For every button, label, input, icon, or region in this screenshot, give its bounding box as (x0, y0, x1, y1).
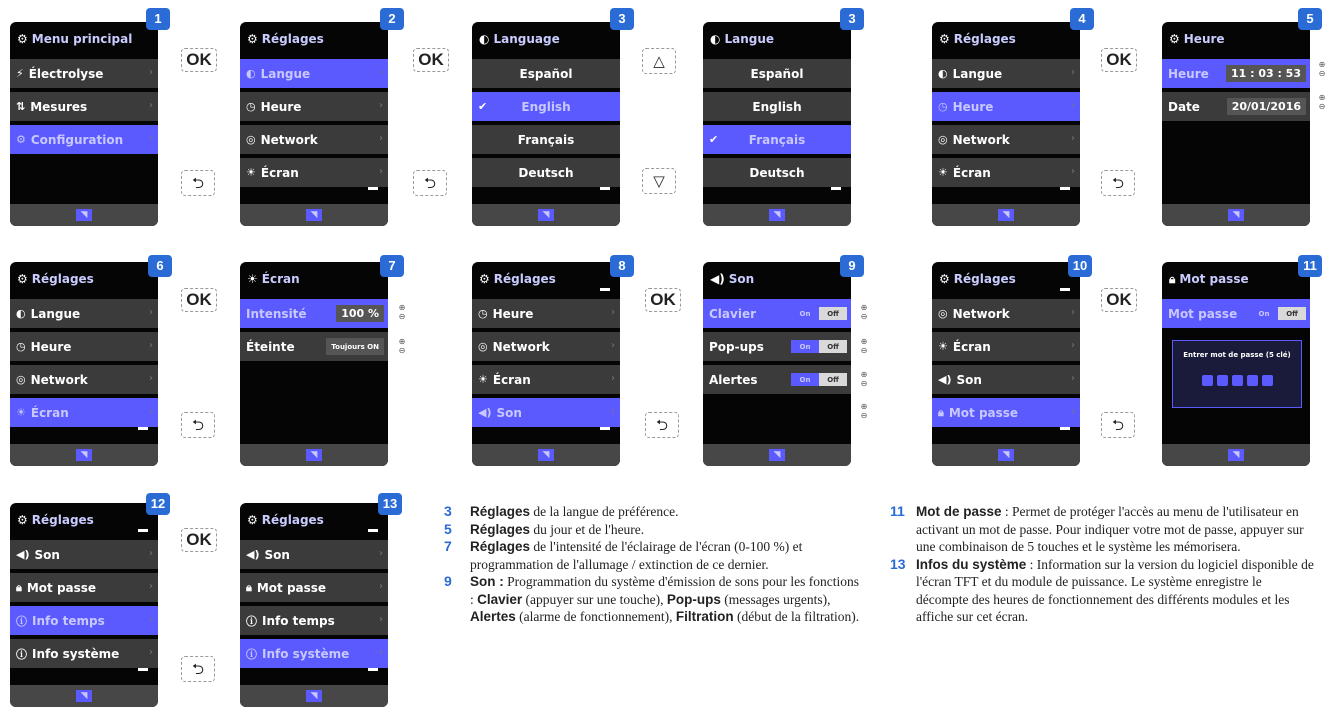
info-icon: ⓘ (16, 647, 27, 661)
chevron-right-icon: › (611, 340, 615, 351)
step-badge: 9 (840, 255, 864, 277)
scroll-down-indicator (831, 187, 841, 190)
speaker-icon: ◀) (246, 548, 260, 561)
screen-header (240, 22, 388, 56)
back-button[interactable]: ⮌ (181, 170, 215, 196)
screen-9-son (703, 262, 851, 466)
password-key-slot[interactable] (1202, 375, 1213, 386)
lock-icon: 🔒︎ (246, 580, 252, 594)
screen-title: Menu principal (31, 32, 133, 46)
chevron-right-icon: › (149, 133, 153, 144)
language-icon: ◐ (710, 32, 721, 46)
menu-item-heure[interactable]: ◷ Heure › (472, 299, 620, 328)
chevron-right-icon: › (379, 647, 383, 658)
password-toggle-row[interactable]: Mot passe On Off (1162, 299, 1310, 328)
scroll-up-indicator (1060, 288, 1070, 291)
wifi-icon: ◥ (769, 449, 785, 461)
wifi-icon: ◥ (306, 209, 322, 221)
ok-button[interactable]: OK (645, 288, 681, 312)
network-icon: ◎ (938, 307, 948, 320)
ok-button[interactable]: OK (413, 48, 449, 72)
menu-item-son[interactable]: ◀) Son › (10, 540, 158, 569)
wifi-icon: ◥ (538, 209, 554, 221)
chevron-right-icon: › (1071, 406, 1075, 417)
password-key-slot[interactable] (1262, 375, 1273, 386)
screen-4-reglages (932, 22, 1080, 226)
step-badge: 2 (380, 8, 404, 30)
chevron-right-icon: › (1071, 340, 1075, 351)
chevron-right-icon: › (1071, 166, 1075, 177)
scroll-down-indicator (138, 668, 148, 671)
scroll-down-indicator (1060, 187, 1070, 190)
legend-left (444, 503, 864, 626)
menu-item-info-systeme[interactable]: ⓘ Info système › (10, 639, 158, 668)
screen-title: Langue (724, 32, 775, 46)
language-option-english[interactable]: ✔ English (472, 92, 620, 121)
legend-item-5: 5 Réglages du jour et de l'heure. (444, 520, 645, 537)
sound-row-clavier[interactable]: Clavier On Off (703, 299, 851, 328)
chevron-right-icon: › (149, 373, 153, 384)
menu-item-network[interactable]: ◎ Network › (932, 125, 1080, 154)
screen-footer (1162, 444, 1310, 466)
back-button[interactable]: ⮌ (645, 412, 679, 438)
chevron-right-icon: › (611, 406, 615, 417)
screen-footer (10, 204, 158, 226)
settings-icon: ⚙ (247, 513, 258, 527)
menu-item-langue[interactable]: ◐ Langue › (932, 59, 1080, 88)
wifi-icon: ◥ (1228, 209, 1244, 221)
back-button[interactable]: ⮌ (181, 656, 215, 682)
on-off-toggle[interactable]: On Off (1250, 307, 1306, 320)
plus-minus-icon[interactable]: ⊕ ⊖ (860, 303, 868, 321)
menu-item-info-temps[interactable]: ⓘ Info temps › (10, 606, 158, 635)
scroll-up-indicator (138, 529, 148, 532)
menu-item-heure[interactable]: ◷ Heure › (932, 92, 1080, 121)
clock-icon: ◷ (16, 340, 26, 353)
step-badge: 6 (148, 255, 172, 277)
screen-header (703, 22, 851, 56)
screen-8-reglages (472, 262, 620, 466)
ok-button[interactable]: OK (181, 528, 217, 552)
info-icon: ⓘ (246, 647, 257, 661)
plus-minus-icon[interactable]: ⊕ ⊖ (860, 402, 868, 420)
screen-3-language-en (472, 22, 620, 226)
screen-footer (703, 204, 851, 226)
language-option-francais[interactable]: ✔ Français (703, 125, 851, 154)
menu-item-electrolyse[interactable]: ⚡ Électrolyse › (10, 59, 158, 88)
ok-button[interactable]: OK (181, 48, 217, 72)
checkmark-icon: ✔ (709, 133, 719, 146)
clock-icon: ◷ (478, 307, 488, 320)
screen-10-reglages (932, 262, 1080, 466)
time-row[interactable]: Heure 11 : 03 : 53 (1162, 59, 1310, 88)
scroll-down-indicator (138, 427, 148, 430)
language-option-espanol[interactable]: Español (703, 59, 851, 88)
screen-header (472, 262, 620, 296)
chevron-right-icon: › (149, 548, 153, 559)
plus-minus-icon[interactable]: ⊕ ⊖ (860, 370, 868, 388)
wifi-icon: ◥ (76, 690, 92, 702)
network-icon: ◎ (478, 340, 488, 353)
screen-footer (472, 204, 620, 226)
screen-header (10, 22, 158, 56)
wifi-icon: ◥ (1228, 449, 1244, 461)
screen-footer (472, 444, 620, 466)
info-icon: ⓘ (16, 614, 27, 628)
screen-title: Réglages (261, 32, 324, 46)
clock-icon: ◷ (938, 100, 948, 113)
password-key-slot[interactable] (1217, 375, 1228, 386)
legend-item-13: 13 Infos du système : Information sur la version du logiciel disponible de l'écran TFT et du module de puissance. Le système enregistre le décompte des heures de fonctionnement des différents modules et les affiche sur cet écran. (890, 555, 1314, 624)
step-badge: 3 (840, 8, 864, 30)
clock-icon: ◷ (246, 100, 256, 113)
brightness-icon: ☀ (246, 166, 256, 179)
language-option-espanol[interactable]: Español (472, 59, 620, 88)
menu-item-mot-passe[interactable]: 🔒︎ Mot passe › (932, 398, 1080, 427)
measures-icon: ⇅ (16, 100, 26, 113)
menu-item-ecran[interactable]: ☀ Écran › (472, 365, 620, 394)
step-badge: 10 (1068, 255, 1092, 277)
screen-12-reglages (10, 503, 158, 707)
checkmark-icon: ✔ (478, 100, 488, 113)
settings-icon: ⚙ (1169, 32, 1180, 46)
lock-icon: 🔒︎ (1169, 271, 1176, 286)
plus-minus-icon[interactable]: ⊕ ⊖ (1318, 93, 1326, 111)
step-badge: 8 (610, 255, 634, 277)
menu-item-network[interactable]: ◎ Network › (240, 125, 388, 154)
menu-item-mot-passe[interactable]: 🔒︎ Mot passe › (10, 573, 158, 602)
legend-item-9: 9 Son : Programmation du système d'émission de sons pour les fonctions : Clavier (appuyer sur une touche), Pop-ups (messages urgents), Alertes (alarme de fonctionnement), Filtration (début de la filtration). (444, 573, 860, 624)
menu-item-ecran[interactable]: ☀ Écran › (932, 158, 1080, 187)
screen-title: Réglages (261, 513, 324, 527)
scroll-up-indicator (368, 529, 378, 532)
menu-item-info-temps[interactable]: ⓘ Info temps › (240, 606, 388, 635)
screen-title: Réglages (953, 32, 1016, 46)
off-timer-value[interactable]: Toujours ON (326, 338, 384, 355)
menu-item-mesures[interactable]: ⇅ Mesures › (10, 92, 158, 121)
screen-title: Language (493, 32, 560, 46)
ok-button[interactable]: OK (1101, 48, 1137, 72)
screen-2-reglages (240, 22, 388, 226)
settings-icon: ⚙ (939, 272, 950, 286)
settings-icon: ⚙ (939, 32, 950, 46)
step-badge: 11 (1298, 255, 1322, 277)
legend-item-3: 3 Réglages de la langue de préférence. (444, 503, 679, 519)
plus-minus-icon[interactable]: ⊕ ⊖ (398, 303, 406, 321)
chevron-right-icon: › (149, 340, 153, 351)
screen-title: Heure (1183, 32, 1225, 46)
menu-item-son[interactable]: ◀) Son › (932, 365, 1080, 394)
chevron-right-icon: › (1071, 133, 1075, 144)
chevron-right-icon: › (149, 614, 153, 625)
plus-minus-icon[interactable]: ⊕ ⊖ (398, 337, 406, 355)
intensity-row[interactable]: Intensité 100 % (240, 299, 388, 328)
settings-icon: ⚙ (17, 32, 28, 46)
chevron-right-icon: › (1071, 307, 1075, 318)
menu-item-ecran[interactable]: ☀ Écran › (932, 332, 1080, 361)
screen-header (1162, 22, 1310, 56)
chevron-right-icon: › (379, 548, 383, 559)
password-key-slot[interactable] (1232, 375, 1243, 386)
settings-icon: ⚙ (479, 272, 490, 286)
menu-item-configuration[interactable]: ⚙ Configuration › (10, 125, 158, 154)
screen-6-reglages (10, 262, 158, 466)
speaker-icon: ◀) (16, 548, 30, 561)
language-icon: ◐ (16, 307, 26, 320)
chevron-right-icon: › (149, 307, 153, 318)
screen-11-mot-passe (1162, 262, 1310, 466)
menu-item-son[interactable]: ◀) Son › (240, 540, 388, 569)
lock-icon: 🔒︎ (938, 405, 944, 419)
chevron-right-icon: › (149, 647, 153, 658)
screen-footer (703, 444, 851, 466)
language-option-deutsch[interactable]: Deutsch (703, 158, 851, 187)
menu-item-langue[interactable]: ◐ Langue › (240, 59, 388, 88)
intensity-value[interactable]: 100 % (336, 305, 384, 322)
menu-item-heure[interactable]: ◷ Heure › (10, 332, 158, 361)
back-button[interactable]: ⮌ (1101, 412, 1135, 438)
settings-icon: ⚙ (16, 133, 26, 146)
wifi-icon: ◥ (76, 449, 92, 461)
legend-right (890, 503, 1315, 626)
scroll-down-indicator (1060, 427, 1070, 430)
settings-icon: ⚙ (17, 513, 28, 527)
screen-title: Écran (261, 272, 300, 286)
wifi-icon: ◥ (998, 209, 1014, 221)
network-icon: ◎ (16, 373, 26, 386)
screen-header (10, 503, 158, 537)
menu-item-heure[interactable]: ◷ Heure › (240, 92, 388, 121)
scroll-down-indicator (368, 668, 378, 671)
password-prompt: Entrer mot de passe (5 clé) (1183, 351, 1291, 359)
screen-13-reglages (240, 503, 388, 707)
screen-title: Réglages (493, 272, 556, 286)
menu-item-langue[interactable]: ◐ Langue › (10, 299, 158, 328)
on-off-toggle[interactable]: On Off (791, 373, 847, 386)
step-badge: 7 (380, 255, 404, 277)
lock-icon: 🔒︎ (16, 580, 22, 594)
sound-row-popups[interactable]: Pop-ups On Off (703, 332, 851, 361)
settings-icon: ⚙ (17, 272, 28, 286)
screen-footer (10, 444, 158, 466)
plus-minus-icon[interactable]: ⊕ ⊖ (860, 337, 868, 355)
language-option-deutsch[interactable]: Deutsch (472, 158, 620, 187)
settings-icon: ⚙ (247, 32, 258, 46)
password-key-slot[interactable] (1247, 375, 1258, 386)
brightness-icon: ☀ (16, 406, 26, 419)
screen-7-ecran (240, 262, 388, 466)
step-badge: 5 (1298, 8, 1322, 30)
wifi-icon: ◥ (538, 449, 554, 461)
menu-item-info-systeme[interactable]: ⓘ Info système › (240, 639, 388, 668)
screen-header (240, 262, 388, 296)
screen-footer (932, 444, 1080, 466)
screen-title: Réglages (31, 272, 94, 286)
chevron-right-icon: › (1071, 373, 1075, 384)
screen-footer (240, 685, 388, 707)
chevron-right-icon: › (379, 100, 383, 111)
language-option-english[interactable]: English (703, 92, 851, 121)
screen-title: Mot passe (1179, 272, 1249, 286)
wifi-icon: ◥ (306, 690, 322, 702)
step-badge: 3 (610, 8, 634, 30)
scroll-down-indicator (600, 187, 610, 190)
electrolysis-icon: ⚡ (16, 67, 24, 80)
screen-footer (10, 685, 158, 707)
menu-item-mot-passe[interactable]: 🔒︎ Mot passe › (240, 573, 388, 602)
chevron-right-icon: › (379, 67, 383, 78)
brightness-icon: ☀ (478, 373, 488, 386)
brightness-icon: ☀ (247, 272, 258, 286)
speaker-icon: ◀) (478, 406, 492, 419)
chevron-right-icon: › (611, 307, 615, 318)
menu-item-ecran[interactable]: ☀ Écran › (240, 158, 388, 187)
chevron-right-icon: › (379, 581, 383, 592)
menu-item-network[interactable]: ◎ Network › (10, 365, 158, 394)
screen-5-heure (1162, 22, 1310, 226)
screen-footer (240, 204, 388, 226)
screen-title: Son (728, 272, 755, 286)
on-off-toggle[interactable]: On Off (791, 307, 847, 320)
off-timer-row[interactable]: Éteinte Toujours ON (240, 332, 388, 361)
brightness-icon: ☀ (938, 340, 948, 353)
chevron-right-icon: › (379, 166, 383, 177)
screen-1-menu-principal (10, 22, 158, 226)
network-icon: ◎ (246, 133, 256, 146)
scroll-down-indicator (600, 427, 610, 430)
menu-item-son[interactable]: ◀) Son › (472, 398, 620, 427)
step-badge: 12 (146, 493, 170, 515)
legend-item-7: 7 Réglages de l'intensité de l'éclairage de l'écran (0-100 %) et programmation de l'allumage / extinction de ce dernier. (444, 538, 803, 572)
screen-header (932, 22, 1080, 56)
screen-header (10, 262, 158, 296)
network-icon: ◎ (938, 133, 948, 146)
chevron-right-icon: › (149, 100, 153, 111)
wifi-icon: ◥ (998, 449, 1014, 461)
scroll-up-indicator (600, 288, 610, 291)
chevron-right-icon: › (379, 614, 383, 625)
chevron-right-icon: › (149, 67, 153, 78)
step-badge: 4 (1070, 8, 1094, 30)
screen-title: Réglages (31, 513, 94, 527)
wifi-icon: ◥ (769, 209, 785, 221)
chevron-right-icon: › (149, 406, 153, 417)
back-button[interactable]: ⮌ (1101, 170, 1135, 196)
back-button[interactable]: ⮌ (413, 170, 447, 196)
info-icon: ⓘ (246, 614, 257, 628)
screen-footer (1162, 204, 1310, 226)
screen-header (1162, 262, 1310, 296)
chevron-right-icon: › (149, 581, 153, 592)
scroll-down-indicator (368, 187, 378, 190)
chevron-right-icon: › (379, 133, 383, 144)
screen-header (703, 262, 851, 296)
brightness-icon: ☀ (938, 166, 948, 179)
language-option-francais[interactable]: Français (472, 125, 620, 154)
screen-3-langue-fr (703, 22, 851, 226)
wifi-icon: ◥ (76, 209, 92, 221)
password-entry-box (1172, 340, 1302, 408)
screen-header (240, 503, 388, 537)
language-icon: ◐ (938, 67, 948, 80)
speaker-icon: ◀) (938, 373, 952, 386)
menu-item-ecran[interactable]: ☀ Écran › (10, 398, 158, 427)
back-button[interactable]: ⮌ (181, 412, 215, 438)
menu-item-network[interactable]: ◎ Network › (932, 299, 1080, 328)
chevron-right-icon: › (1071, 67, 1075, 78)
screen-footer (240, 444, 388, 466)
language-icon: ◐ (246, 67, 256, 80)
plus-minus-icon[interactable]: ⊕ ⊖ (1318, 60, 1326, 78)
screen-header (932, 262, 1080, 296)
ok-button[interactable]: OK (1101, 288, 1137, 312)
speaker-icon: ◀) (710, 272, 725, 286)
step-badge: 13 (378, 493, 402, 515)
wifi-icon: ◥ (306, 449, 322, 461)
screen-header (472, 22, 620, 56)
step-badge: 1 (146, 8, 170, 30)
menu-item-network[interactable]: ◎ Network › (472, 332, 620, 361)
on-off-toggle[interactable]: On Off (791, 340, 847, 353)
up-button[interactable]: △ (642, 48, 676, 74)
date-value[interactable]: 20/01/2016 (1227, 98, 1306, 115)
chevron-right-icon: › (1071, 100, 1075, 111)
language-icon: ◐ (479, 32, 490, 46)
down-button[interactable]: ▽ (642, 168, 676, 194)
screen-title: Réglages (953, 272, 1016, 286)
legend-item-11: 11 Mot de passe : Permet de protéger l'accès au menu de l'utilisateur en activant un mot de passe. Pour indiquer votre mot de passe, appuyer sur une combinaison de 5 touches et le système les mémorisera. (890, 503, 1304, 554)
chevron-right-icon: › (611, 373, 615, 384)
screen-footer (932, 204, 1080, 226)
time-value[interactable]: 11 : 03 : 53 (1226, 65, 1306, 82)
date-row[interactable]: Date 20/01/2016 (1162, 92, 1310, 121)
sound-row-alertes[interactable]: Alertes On Off (703, 365, 851, 394)
ok-button[interactable]: OK (181, 288, 217, 312)
